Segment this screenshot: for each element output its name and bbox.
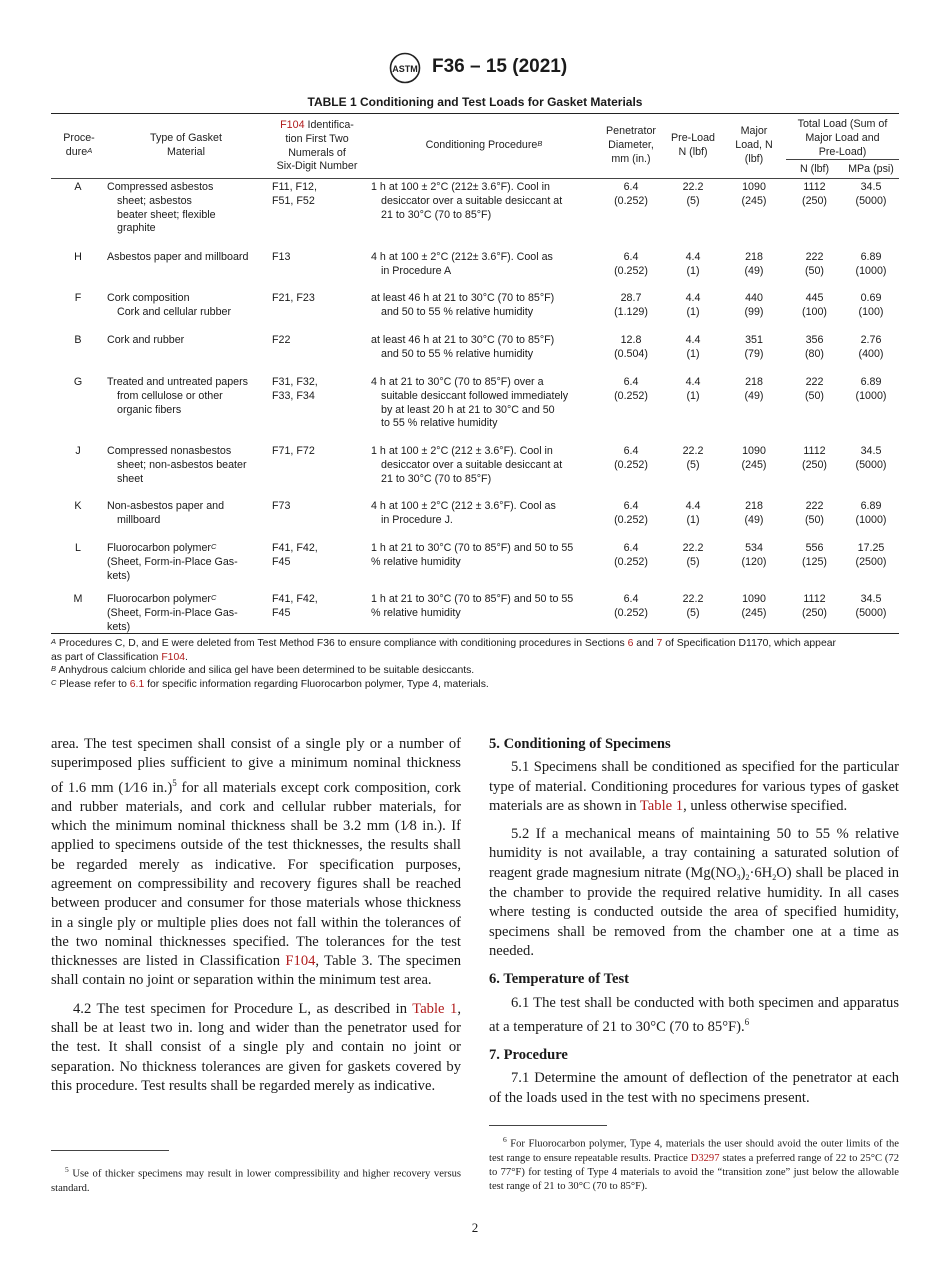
section-7-heading: 7. Procedure [489,1047,568,1064]
cell-identification: F21, F23 [272,292,315,304]
cell-conditioning: 4 h at 21 to 30°C (70 to 85°F) over a suitable desiccant followed immediately by at least 20 h at 21 to 30°C and 50 to 55 % relative humidity [371,376,569,430]
cell-procedure: G [73,376,83,388]
cell-conditioning: 1 h at 100 ± 2°C (212 ± 3.6°F). Cool in desiccator over a suitable desiccant at 21 to 30°C (70 to 85°F) [371,445,563,485]
cell-penetrator: 6.4 (0.252) [614,181,648,207]
cell-type: Cork and rubber [107,334,185,346]
header-gasket-type: Type of Gasket Material [150,132,222,158]
f104-body-link[interactable]: F104 [285,953,316,970]
table-header-rule [51,178,899,179]
cell-total-mpa: 34.5 (5000) [855,593,887,619]
paragraph-7-1: 7.1 Determine the amount of deflection of the penetrator at each of the loads used in the test with no specimens present. [489,1070,899,1106]
cell-procedure: J [75,445,81,457]
cell-type: Fluorocarbon polymer$^C$ (Sheet, Form-in-Place Gas- kets) [107,593,238,633]
paragraph-4-1-continued: area. The test specimen shall consist of a single ply or a number of superimposed plies sufficient to give a minimum nominal thickness of 1.6 mm (1⁄16 in.)$^5$ for all materials except cork composition, cork and rubber materials, and cork and cellular rubber materials, for which the minimum nominal thickness shall be 3.2 mm (1⁄8 in.). If applied to specimens outside of the test thicknesses, the results shall be regarded merely as indicative. For specification purposes, agreement on compressibility and recovery figures shall be reached between producer and consumer for those materials whose thickness in a single ply or multiple plies does not fall within the tolerances of the two nominal thicknesses specified. The tolerances for the test thicknesses are listed in Classification F104, Table 3. The specimen shall contain no joint or separation within the minimum test area. [51,736,462,989]
left-footnote-rule [51,1150,169,1151]
cell-major-load: 218 (49) [744,376,764,402]
cell-procedure: A [74,181,82,193]
footnote-6-ref[interactable]: 6 [744,1016,750,1027]
cell-total-mpa: 6.89 (1000) [855,376,887,402]
section-5-heading: 5. Conditioning of Specimens [489,736,671,752]
cell-penetrator: 6.4 (0.252) [614,251,648,277]
cell-major-load: 218 (49) [744,500,764,526]
cell-total-mpa: 34.5 (5000) [855,181,887,207]
cell-penetrator: 6.4 (0.252) [614,500,648,526]
cell-preload: 4.4 (1) [685,292,701,318]
cell-type: Fluorocarbon polymer$^C$ (Sheet, Form-in-Place Gas- kets) [107,542,238,582]
cell-total-n: 556 (125) [802,542,827,568]
cell-procedure: L [75,542,81,554]
cell-preload: 22.2 (5) [682,181,704,207]
cell-preload: 4.4 (1) [685,500,701,526]
cell-type: Cork composition Cork and cellular rubber [107,292,232,318]
table-title: TABLE 1 Conditioning and Test Loads for Gasket Materials [307,95,643,109]
cell-major-load: 534 (120) [741,542,767,568]
cell-total-n: 445 (100) [802,292,827,318]
cell-total-n: 1112 (250) [802,593,827,619]
cell-penetrator: 12.8 (0.504) [614,334,648,360]
footnote-5: $^5$ Use of thicker specimens may result in lower compressibility and higher recovery versus standard. [51,1165,461,1194]
cell-major-load: 351 (79) [744,334,764,360]
header-total-load: Total Load (Sum of Major Load and Pre-Load) [797,118,888,158]
cell-type: Compressed nonasbestos sheet; non-asbestos beater sheet [107,445,247,485]
cell-identification: F31, F32, F33, F34 [272,376,318,402]
cell-penetrator: 28.7 (1.129) [614,292,648,318]
cell-identification: F41, F42, F45 [272,593,318,619]
cell-identification: F71, F72 [272,445,315,457]
header-conditioning: Conditioning Procedure$^B$ [425,139,543,151]
cell-conditioning: at least 46 h at 21 to 30°C (70 to 85°F) and 50 to 55 % relative humidity [371,292,555,318]
cell-total-mpa: 34.5 (5000) [855,445,887,471]
cell-preload: 4.4 (1) [685,334,701,360]
cell-type: Asbestos paper and millboard [107,251,249,263]
cell-identification: F73 [272,500,291,512]
section-7-link[interactable]: 7 [656,638,663,649]
cell-total-mpa: 2.76 (400) [858,334,884,360]
f104-note-link[interactable]: F104 [161,651,185,663]
cell-procedure: F [74,292,82,304]
cell-type: Treated and untreated papers from cellulose or other organic fibers [107,376,249,416]
table-1-link[interactable]: Table 1 [412,1000,458,1017]
cell-total-mpa: 6.89 (1000) [855,500,887,526]
header-penetrator: Penetrator Diameter, mm (in.) [606,125,656,165]
cell-total-n: 1112 (250) [802,181,827,207]
header-major-load: Major Load, N (lbf) [735,125,773,165]
cell-penetrator: 6.4 (0.252) [614,445,648,471]
cell-procedure: M [73,593,83,605]
paragraph-5-1: 5.1 Specimens shall be conditioned as specified for the particular type of material. Conditioning procedures for various types of gasket materials are as shown in Table 1, unless otherwise specified. [489,759,899,814]
cell-total-n: 356 (80) [804,334,824,360]
footnote-6: $^6$ For Fluorocarbon polymer, Type 4, materials the user should avoid the outer limits of the test range to ensure repeatable results. Practice D3297 states a preferred range of 22 to 25°C (72 to 77°F) for testing of Type 4 materials to avoid the “transition zone” just below the allowable test range of 21 to 30°C (70 to 85°F). [489,1135,899,1192]
header-total-n: N (lbf) [799,163,830,175]
header-identification: F104 Identifica- tion First Two Numerals of Six-Digit Number [276,119,358,173]
cell-major-load: 1090 (245) [741,181,767,207]
page-header [0,52,950,86]
astm-logo [386,52,424,84]
right-footnote-rule [489,1125,607,1126]
cell-total-n: 222 (50) [804,251,824,277]
cell-conditioning: 4 h at 100 ± 2°C (212 ± 3.6°F). Cool as in Procedure J. [371,500,556,526]
astm-logo-text: ASTM [392,64,418,74]
cell-preload: 22.2 (5) [682,542,704,568]
cell-total-mpa: 17.25 (2500) [855,542,887,568]
cell-conditioning: 4 h at 100 ± 2°C (212± 3.6°F). Cool as in Procedure A [371,251,553,277]
section-6-link[interactable]: 6 [627,638,634,649]
cell-major-load: 218 (49) [744,251,764,277]
cell-type: Compressed asbestos sheet; asbestos beater sheet; flexible graphite [107,181,216,235]
cell-conditioning: 1 h at 21 to 30°C (70 to 85°F) and 50 to 55 % relative humidity [371,542,574,568]
cell-preload: 4.4 (1) [685,251,701,277]
cell-identification: F13 [272,251,291,263]
cell-identification: F22 [272,334,291,346]
section-6-heading: 6. Temperature of Test [489,971,629,988]
cell-procedure: H [74,251,82,263]
table-1-link[interactable]: Table 1 [639,797,684,814]
cell-preload: 22.2 (5) [682,445,704,471]
cell-penetrator: 6.4 (0.252) [614,542,648,568]
paragraph-4-2: 4.2 The test specimen for Procedure L, as described in Table 1, shall be at least two in. long and wider than the penetrator used for the test. It shall consist of a single ply and contain no joint or separation. No thickness tolerances are given for gaskets covered by this procedure. Test results shall be regarded merely as indicative. [51,1000,461,1094]
paragraph-6-1: 6.1 The test shall be conducted with both specimen and apparatus at a temperature of 21 to 30°C (70 to 85°F).$^6$ [489,994,899,1035]
d3297-link[interactable]: D3297 [690,1152,720,1164]
page-number: 2 [471,1220,479,1235]
cell-total-n: 222 (50) [804,500,824,526]
section-6-1-link[interactable]: 6.1 [129,678,145,690]
header-procedure: Proce- dure$^A$ [63,132,95,158]
cell-conditioning: 1 h at 100 ± 2°C (212± 3.6°F). Cool in desiccator over a suitable desiccant at 21 to 30°C (70 to 85°F) [371,181,563,221]
cell-identification: F41, F42, F45 [272,542,318,568]
cell-major-load: 1090 (245) [741,445,767,471]
cell-total-n: 222 (50) [804,376,824,402]
document-designation: F36 – 15 (2021) [432,56,568,77]
cell-procedure: K [74,500,82,512]
header-total-mpa: MPa (psi) [848,163,894,175]
table-note-a: $^A$ Procedures C, D, and E were deleted from Test Method F36 to ensure compliance with conditioning procedures in Sections 6 and 7 of Specification D1170, which appear as part of Classification F104. [51,637,836,663]
cell-conditioning: at least 46 h at 21 to 30°C (70 to 85°F) and 50 to 55 % relative humidity [371,334,555,360]
cell-type: Non-asbestos paper and millboard [107,500,225,526]
total-load-rule [786,159,899,160]
cell-major-load: 1090 (245) [741,593,767,619]
table-top-rule [51,113,899,114]
table-notes [51,637,901,691]
left-column [51,735,461,1096]
table-bottom-rule [51,633,899,634]
cell-total-mpa: 6.89 (1000) [855,251,887,277]
right-column [489,735,899,1108]
footnote-5-ref[interactable]: 5 [172,777,177,788]
table-note-b: $^B$ Anhydrous calcium chloride and silica gel have been determined to be suitable desiccants. [51,664,475,677]
cell-identification: F11, F12, F51, F52 [272,181,317,207]
table-note-c: $^C$ Please refer to 6.1 for specific information regarding Fluorocarbon polymer, Type 4, materials. [51,677,489,690]
cell-total-mpa: 0.69 (100) [858,292,884,318]
f104-link[interactable]: F104 [280,119,305,131]
cell-conditioning: 1 h at 21 to 30°C (70 to 85°F) and 50 to 55 % relative humidity [371,593,574,619]
paragraph-5-2: 5.2 If a mechanical means of maintaining 50 to 55 % relative humidity is not available, a tray containing a saturated solution of reagent grade magnesium nitrate $(Mg(NO_3)_2\cdot 6H_2O)$ shall be placed in the chamber to provide the required relative humidity. In all cases where testing is conducted outside the area of specified humidity, specimens shall be removed from the chamber one at a time as needed. [489,826,900,959]
cell-total-n: 1112 (250) [802,445,827,471]
cell-penetrator: 6.4 (0.252) [614,593,648,619]
cell-procedure: B [74,334,82,346]
cell-major-load: 440 (99) [744,292,764,318]
cell-preload: 4.4 (1) [685,376,701,402]
cell-penetrator: 6.4 (0.252) [614,376,648,402]
cell-preload: 22.2 (5) [682,593,704,619]
header-preload: Pre-Load N (lbf) [671,132,715,158]
